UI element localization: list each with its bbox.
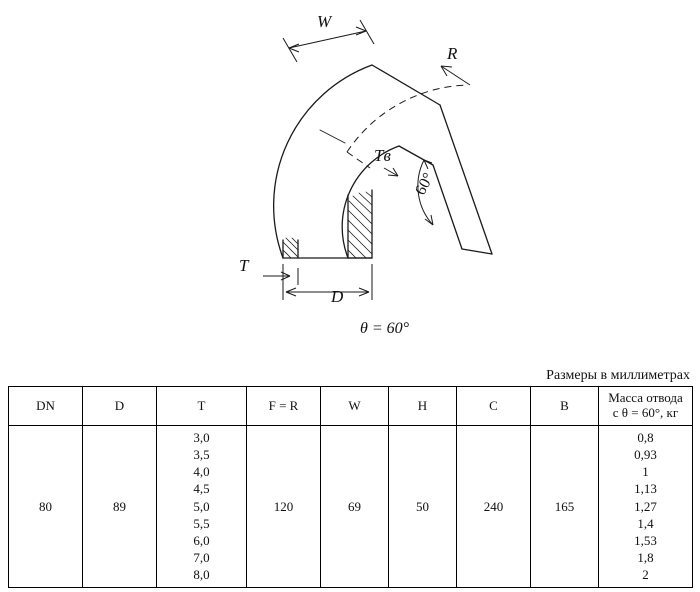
stacked-value: 2 [642, 567, 649, 583]
cell-h: 50 [389, 426, 457, 588]
cell-d: 89 [83, 426, 157, 588]
dimension-tb [384, 168, 398, 176]
bend-division-line-1 [320, 130, 345, 143]
header-d: D [83, 387, 157, 426]
label-t: T [239, 256, 249, 275]
stacked-value: 3,0 [193, 430, 210, 445]
dimension-t [263, 268, 298, 285]
section-hatching-left [283, 238, 298, 258]
dimensions-table [8, 386, 693, 588]
inner-end-face [399, 146, 433, 165]
stacked-value: 1,53 [634, 532, 657, 548]
label-w: W [317, 12, 332, 31]
stacked-value: 1,8 [637, 550, 654, 566]
dimensions-table-wrap [8, 386, 692, 588]
outer-end-face [372, 65, 440, 105]
label-tb: Tв [374, 146, 391, 165]
label-r: R [447, 44, 458, 63]
section-hatching-right [348, 192, 372, 258]
stacked-value: 1,27 [634, 498, 657, 514]
table-header-row [9, 387, 693, 426]
header-h: H [389, 387, 457, 426]
header-b: B [531, 387, 599, 426]
stacked-value: 1,13 [634, 481, 657, 497]
header-mass [599, 387, 693, 426]
drawing-caption: θ = 60° [360, 320, 410, 337]
stacked-value: 1,4 [637, 515, 654, 531]
header-mass-line2: с θ = 60°, кг [612, 405, 679, 420]
right-leg-bottom-face [462, 249, 492, 254]
dimension-d [283, 264, 372, 300]
stacked-value: 1 [642, 464, 649, 480]
header-f-r: F = R [247, 387, 321, 426]
cell-dn: 80 [9, 426, 83, 588]
header-w: W [321, 387, 389, 426]
cell-w: 69 [321, 426, 389, 588]
header-c: C [457, 387, 531, 426]
table-row [9, 426, 693, 588]
stacked-value: 3,5 [193, 447, 210, 463]
stacked-value: 6,0 [193, 532, 210, 548]
stacked-value: 8,0 [193, 567, 210, 583]
stacked-value: 0,93 [634, 447, 657, 463]
stacked-value: 0,8 [637, 430, 654, 445]
header-dn: DN [9, 387, 83, 426]
cell-f-r: 120 [247, 426, 321, 588]
cell-t-values [157, 426, 247, 588]
label-d: D [331, 287, 344, 306]
right-leg-outer [440, 105, 492, 254]
stacked-value: 7,0 [193, 550, 210, 566]
dimension-r [441, 66, 470, 85]
radius-leader-dashed [347, 152, 370, 168]
label-angle-60: 60° [412, 170, 438, 198]
stacked-value: 5,5 [193, 515, 210, 531]
cell-mass-values [599, 426, 693, 588]
stacked-value: 4,0 [193, 464, 210, 480]
header-t: T [157, 387, 247, 426]
cell-b: 165 [531, 426, 599, 588]
header-mass-line1: Масса отвода [608, 390, 683, 406]
stacked-value: 5,0 [193, 498, 210, 514]
units-note: Размеры в миллиметрах [546, 368, 690, 383]
cell-c: 240 [457, 426, 531, 588]
stacked-value: 4,5 [193, 481, 210, 497]
